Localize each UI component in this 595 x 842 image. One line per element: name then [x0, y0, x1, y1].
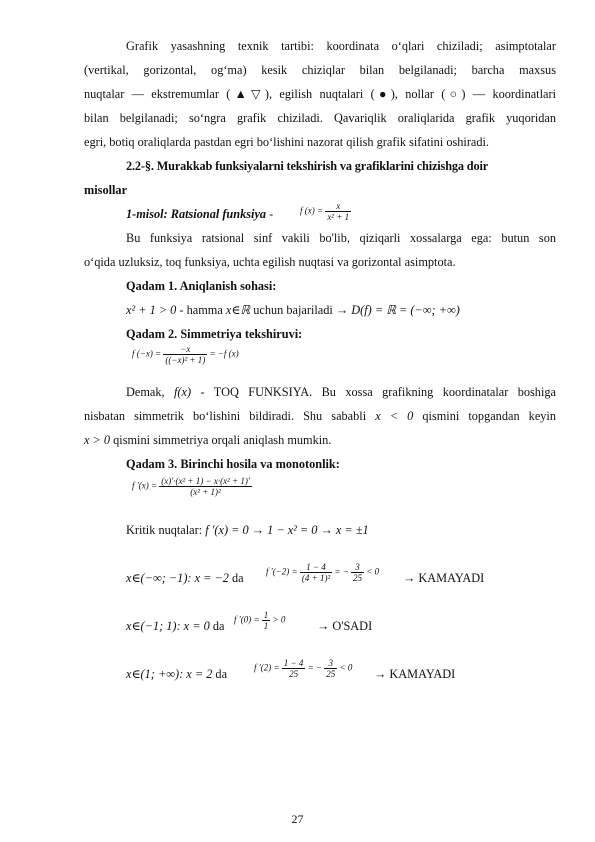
text: Kritik nuqtalar: — [126, 523, 206, 537]
paragraph-line: bilan belgilanadi; so‘ngra grafik chiziladi. Qavariqlik oraliqlarida grafik yuqoridan — [84, 111, 556, 125]
text: f(x) — [174, 385, 192, 399]
text: qismini simmetriya orqali aniqlash mumkin. — [110, 433, 332, 447]
domain-result: → D(f) = ℝ = (−∞; +∞) — [335, 303, 460, 317]
interval-3-formula — [254, 658, 352, 679]
interval-2-result: → O'SADI — [317, 619, 373, 633]
step-heading: Qadam 1. Aniqlanish sohasi: — [126, 279, 277, 293]
formula-rhs: = −f (x) — [209, 348, 239, 359]
paragraph-line — [84, 432, 556, 448]
formula-den: (x² + 1)² — [190, 487, 221, 497]
dash: - — [269, 207, 274, 221]
formula-num: 1 — [263, 610, 269, 620]
formula-den: 1 — [263, 621, 269, 631]
interval-3-result: → KAMAYADI — [374, 667, 456, 681]
text: da — [209, 619, 225, 633]
critical-points-line — [126, 522, 556, 538]
paragraph-line: o‘qida uzluksiz, toq funksiya, uchta egilish nuqtasi va gorizontal asimptota. — [84, 255, 456, 269]
paragraph-line: (vertikal, gorizontal, og‘ma) kesik chiziqlar bilan belgilanadi; barcha maxsus — [84, 63, 556, 77]
formula-den: (4 + 1)² — [301, 573, 331, 583]
formula-lhs: f ′(0) = — [234, 614, 260, 625]
formula-den: x² + 1 — [327, 212, 350, 222]
page-number: 27 — [291, 812, 304, 826]
paragraph-line — [84, 408, 556, 424]
interval: x∈(−1; 1): x = 0 — [126, 619, 210, 633]
text: - TOQ FUNKSIYA. Bu xossa grafikning koordinatalar boshiga — [191, 385, 556, 399]
formula-lhs: f (−x) = — [132, 348, 162, 359]
paragraph-line: Bu funksiya ratsional sinf vakili bo'lib, qiziqarli xossalarga ega: butun son — [126, 231, 556, 245]
step-heading: Qadam 2. Simmetriya tekshiruvi: — [126, 327, 303, 341]
formula-eq: = − — [307, 662, 323, 673]
formula-ineq: < 0 — [366, 566, 380, 577]
formula-symmetry — [132, 344, 239, 365]
formula-fraction — [282, 658, 306, 679]
text: da — [228, 571, 244, 585]
text: x < 0 — [375, 409, 414, 423]
formula-den: 25 — [326, 669, 336, 679]
formula-num: 1 − 4 — [300, 562, 332, 573]
formula-lhs: f ′(2) = — [254, 662, 280, 673]
example-title: 1-misol: Ratsional funksiya — [126, 207, 267, 221]
text: nisbatan simmetrik bo‘lishini bildiradi. Shu sababli — [84, 409, 376, 423]
formula-fraction — [324, 658, 337, 679]
text: qismini topgandan keyin — [413, 409, 556, 423]
formula-derivative — [132, 476, 252, 497]
formula-num: 1 − 4 — [283, 658, 304, 668]
paragraph-line: nuqtalar — ekstremumlar (▲▽), egilish nuqtalari (●), nollar (○) — koordinatlari — [84, 87, 556, 101]
domain-text: - hamma — [176, 303, 226, 317]
formula-fraction — [300, 562, 332, 583]
formula-lhs: f (x) = — [300, 205, 324, 216]
formula-f — [300, 201, 351, 222]
formula-eq: = − — [334, 566, 349, 577]
formula-fraction — [163, 344, 207, 365]
domain-inequality: x² + 1 > 0 — [126, 303, 177, 317]
formula-num: (x)′·(x² + 1) − x·(x² + 1)′ — [161, 476, 250, 486]
formula-ineq: < 0 — [339, 662, 353, 673]
step-heading: Qadam 3. Birinchi hosila va monotonlik: — [126, 457, 340, 471]
paragraph-line: Grafik yasashning texnik tartibi: koordinata o‘qlari chiziladi; asimptotalar — [126, 39, 556, 53]
text: da — [212, 667, 228, 681]
formula-num: −x — [163, 344, 207, 355]
formula-fraction — [159, 476, 252, 497]
domain-line — [126, 302, 556, 318]
formula-den: 25 — [353, 573, 363, 583]
interval-1-result: → KAMAYADI — [403, 571, 485, 585]
formula-ineq: > 0 — [272, 614, 286, 625]
formula-num: 3 — [324, 658, 337, 669]
text: x > 0 — [84, 433, 111, 447]
formula-lhs: f ′(−2) = — [266, 566, 298, 577]
domain-set: x∈ℝ — [225, 303, 251, 317]
domain-text: uchun bajariladi — [250, 303, 336, 317]
interval: x∈(1; +∞): x = 2 — [126, 667, 213, 681]
formula-den: 25 — [289, 669, 299, 679]
text: Demak, — [126, 385, 175, 399]
formula-den: ((−x)² + 1) — [165, 355, 206, 365]
formula-fraction — [351, 562, 364, 583]
formula-fraction — [325, 201, 351, 222]
paragraph-line — [126, 384, 556, 400]
interval: x∈(−∞; −1): x = −2 — [126, 571, 229, 585]
interval-1-formula — [266, 562, 379, 583]
paragraph-line: egri, botiq oraliqlarda pastdan egri bo‘lishini nazorat qilish grafik sifatini oshiradi. — [84, 135, 490, 149]
section-heading: 2.2-§. Murakkab funksiyalarni tekshirish va grafiklarini chizishga doir — [126, 159, 489, 173]
interval-2-formula — [234, 610, 285, 631]
section-heading-cont: misollar — [84, 183, 128, 197]
formula-lhs: f ′(x) = — [132, 480, 158, 491]
critical-points: f ′(x) = 0 → 1 − x² = 0 → x = ±1 — [205, 523, 369, 537]
formula-num: x — [325, 201, 351, 212]
formula-fraction — [262, 610, 271, 631]
formula-num: 3 — [351, 562, 364, 573]
